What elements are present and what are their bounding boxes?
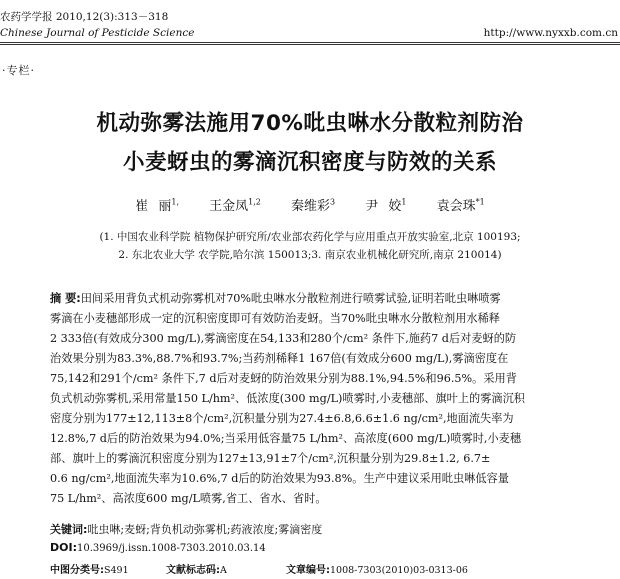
abstract-line: 75,142和291个/cm² 条件下,7 d后对麦蚜的防治效果分别为88.1%,94.5%和96.5%。采用背 (50, 372, 517, 385)
journal-citation-cn: 农药学学报 2010,12(3):313－318 (0, 11, 169, 23)
abstract (50, 289, 606, 509)
clc-number: 中图分类号:S491 (50, 565, 129, 576)
doi (50, 541, 266, 554)
abstract-line: 12.8%,7 d后的防治效果为94.0%;当采用低容量75 L/hm²、高浓度(600 mg/L)喷雾时,小麦穗 (50, 432, 522, 445)
affiliation-line-2: 2. 东北农业大学 农学院,哈尔滨 150013;3. 南京农业机械化研究所,南京 210014) (118, 249, 502, 261)
author: 袁会珠$^{*1}$ (436, 197, 485, 214)
abstract-label: 摘 要: (50, 292, 81, 305)
journal-header (0, 0, 620, 46)
abstract-line: 部、旗叶上的雾滴沉积密度分别为127±13,91±7个/cm²,沉积量分别为29.8±1.2, 6.7± (50, 452, 491, 465)
paper-title-line-1: 机动弥雾法施用70%吡虫啉水分散粒剂防治 (96, 111, 524, 136)
keywords-text: 吡虫啉;麦蚜;背负机动弥雾机;药液浓度;雾滴密度 (87, 523, 323, 536)
author: 尹 姣$^1$ (365, 197, 407, 214)
author: 秦维彩$^3$ (291, 197, 336, 214)
author: 崔 丽$^{1,}$ (135, 197, 179, 214)
author-list (0, 195, 620, 214)
journal-url[interactable]: http://www.nyxxb.com.cn (483, 27, 618, 39)
keywords (50, 521, 322, 537)
journal-name-en: Chinese Journal of Pesticide Science (0, 27, 195, 39)
doi-value[interactable]: 10.3969/j.issn.1008-7303.2010.03.14 (76, 543, 266, 554)
paper-title-line-2: 小麦蚜虫的雾滴沉积密度与防效的关系 (122, 150, 497, 175)
header-rule-top (0, 42, 620, 43)
abstract-line: 75 L/hm²、高浓度600 mg/L喷雾,省工、省水、省时。 (50, 492, 327, 505)
article-number: 文章编号:1008-7303(2010)03-0313-06 (286, 565, 468, 576)
abstract-line: 治效果分别为83.3%,88.7%和93.7%;当药剂稀释1 167倍(有效成分600 mg/L),雾滴密度在 (50, 352, 509, 365)
affiliation-line-1: (1. 中国农业科学院 植物保护研究所/农业部农药化学与应用重点开放实验室,北京 100193; (99, 231, 521, 243)
keywords-label: 关键词: (50, 523, 88, 536)
abstract-line: 0.6 ng/cm²,地面流失率为10.6%,7 d后的防治效果为93.8%。生产中建议采用吡虫啉低容量 (50, 472, 509, 485)
header-rule-bottom (0, 44, 620, 45)
column-tag: ·专栏· (2, 64, 35, 77)
abstract-line: 摘 要:田间采用背负式机动弥雾机对70%吡虫啉水分散粒剂进行喷雾试验,证明若吡虫啉喷雾 (50, 292, 501, 305)
abstract-line: 2 333倍(有效成分300 mg/L),雾滴密度在54,133和280个/cm² 条件下,施药7 d后对麦蚜的防 (50, 332, 517, 345)
document-code: 文献标志码:A (166, 565, 227, 576)
author: 王金凤$^{1,2}$ (209, 197, 261, 214)
abstract-line: 密度分别为177±12,113±8个/cm²,沉积量分别为27.4±6.8,6.6±1.6 ng/cm²,地面流失率为 (50, 412, 514, 425)
abstract-line: 雾滴在小麦穗部形成一定的沉积密度即可有效防治麦蚜。当70%吡虫啉水分散粒剂用水稀释 (50, 312, 500, 325)
abstract-line: 负式机动弥雾机,采用常量150 L/hm²、低浓度(300 mg/L)喷雾时,小麦穗部、旗叶上的雾滴沉积 (50, 392, 525, 405)
doi-label: DOI: (50, 541, 77, 554)
